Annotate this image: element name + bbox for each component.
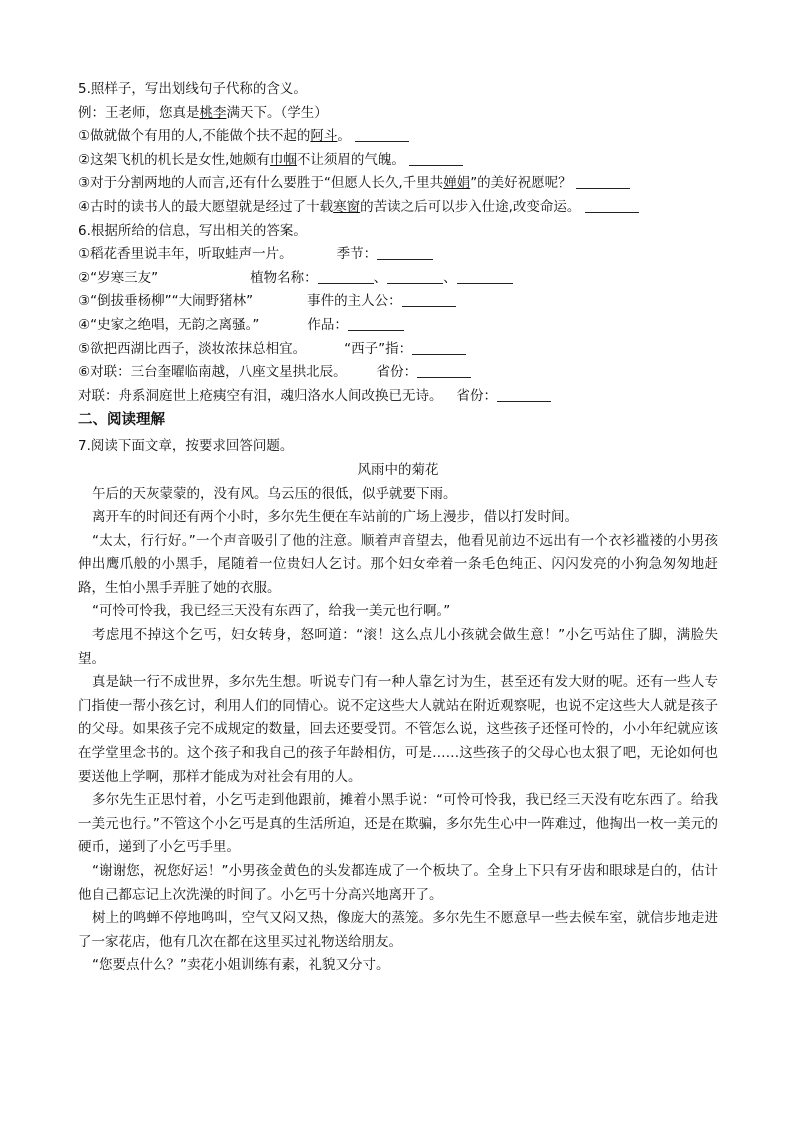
article-paragraph: “谢谢您，祝您好运！”小男孩金黄色的头发都连成了一个板块了。全身上下只有牙齿和眼球是白的，估计他自己都忘记上次洗澡的时间了。小乞丐十分高兴地离开了。 (78, 863, 718, 903)
article-title: 风雨中的菊花 (357, 461, 439, 478)
section-heading: 二、阅读理解 (78, 412, 165, 429)
q6-item-7: 对联：舟系洞庭世上疮痍空有泪，魂归洛水人间改换已无诗。 省份： (78, 385, 718, 409)
answer-blank[interactable] (348, 316, 404, 331)
article-paragraph: “可怜可怜我，我已经三天没有东西了，给我一美元也行啊。” (92, 603, 451, 620)
answer-blank[interactable] (585, 198, 639, 213)
article-paragraph: “太太，行行好。”一个声音吸引了他的注意。顺着声音望去，他看见前边不远出有一个衣衫褴褛的小男孩伸出鹰爪般的小黑手，尾随着一位贵妇人乞讨。那个妇女牵着一条毛色纯正、闪闪发亮的小狗急匆匆地赶路，生怕小黑手弄脏了她的衣服。 (78, 532, 718, 596)
article-paragraph: 树上的鸣蝉不停地鸣叫，空气又闷又热，像庞大的蒸笼。多尔先生不愿意早一些去候车室，就信步地走进了一家花店，他有几次在都在这里买过礼物送给朋友。 (78, 910, 718, 950)
q6-item-6: ⑥对联：三台奎曜临南越，八座文星拱北辰。 省份： (78, 361, 718, 385)
document-page (78, 78, 718, 978)
q6-item-1: ①稻花香里说丰年，听取蛙声一片。 季节： (78, 243, 718, 267)
answer-blank[interactable] (377, 245, 433, 260)
article-paragraph: 考虑甩不掉这个乞丐，妇女转身，怒呵道：“滚！这么点儿小孩就会做生意！”小乞丐站住了脚，满脸失望。 (78, 627, 718, 667)
q6-item-3: ③“倒拔垂杨柳”“大闹野猪林” 事件的主人公： (78, 290, 718, 314)
answer-blank[interactable] (457, 269, 513, 284)
answer-blank[interactable] (355, 127, 409, 142)
q6-heading: 6.根据所给的信息，写出相关的答案。 (78, 222, 307, 239)
q7-heading: 7.阅读下面文章，按要求回答问题。 (78, 438, 294, 455)
q6-item-4: ④“史家之绝唱，无韵之离骚。” 作品： (78, 314, 718, 338)
answer-blank[interactable] (412, 340, 466, 355)
answer-blank[interactable] (402, 292, 456, 307)
example-underlined: 桃李 (199, 104, 227, 121)
article-paragraph: 午后的天灰蒙蒙的，没有风。乌云压的很低，似乎就要下雨。 (92, 485, 457, 502)
answer-blank[interactable] (417, 363, 471, 378)
answer-blank[interactable] (497, 387, 551, 402)
q5-item-4: ④古时的读书人的最大愿望就是经过了十载寒窗的苦读之后可以步入仕途,改变命运。 (78, 196, 718, 220)
q5-item-2: ②这架飞机的机长是女性,她颇有巾帼不让须眉的气魄。 (78, 149, 718, 173)
answer-blank[interactable] (387, 269, 443, 284)
q5-item-3: ③对于分割两地的人而言,还有什么要胜于“但愿人长久,千里共婵娟”的美好祝愿呢？ (78, 172, 718, 196)
answer-blank[interactable] (576, 174, 630, 189)
q5-example: 例：王老师，您真是桃李满天下。（学生） (78, 104, 328, 121)
article-paragraph: “您要点什么？”卖花小姐训练有素，礼貌又分寸。 (92, 957, 390, 974)
q6-item-2: ②“岁寒三友” 植物名称： 、 、 (78, 267, 718, 291)
article-paragraph: 离开车的时间还有两个小时，多尔先生便在车站前的广场上漫步，借以打发时间。 (92, 509, 578, 526)
answer-blank[interactable] (409, 151, 463, 166)
q5-item-1: ①做就做个有用的人,不能做个扶不起的阿斗。 (78, 125, 718, 149)
q5-heading: 5.照样子，写出划线句子代称的含义。 (78, 81, 307, 97)
answer-blank[interactable] (318, 269, 374, 284)
article-paragraph: 多尔先生正思忖着，小乞丐走到他跟前，摊着小黑手说：“可怜可怜我，我已经三天没有吃东西了。给我一美元也行。”不管这个小乞丐是真的生活所迫，还是在欺骗，多尔先生心中一阵难过，他掏出一枚一美元的硬币，递到了小乞丐手里。 (78, 792, 718, 856)
article-paragraph: 真是缺一行不成世界，多尔先生想。听说专门有一种人靠乞讨为生，甚至还有发大财的呢。还有一些人专门指使一帮小孩乞讨，利用人们的同情心。说不定这些大人就站在附近观察呢，也说不定这些大人就是孩子的父母。如果孩子完不成规定的数量，回去还要受罚。不管怎么说，这些孩子还怪可怜的，小小年纪就应该在学堂里念书的。这个孩子和我自己的孩子年龄相仿，可是……这些孩子的父母心也太狠了吧，无论如何也要送他上学啊，那样才能成为对社会有用的人。 (78, 674, 718, 785)
q6-item-5: ⑤欲把西湖比西子，淡妆浓抹总相宜。 “西子”指： (78, 338, 718, 362)
